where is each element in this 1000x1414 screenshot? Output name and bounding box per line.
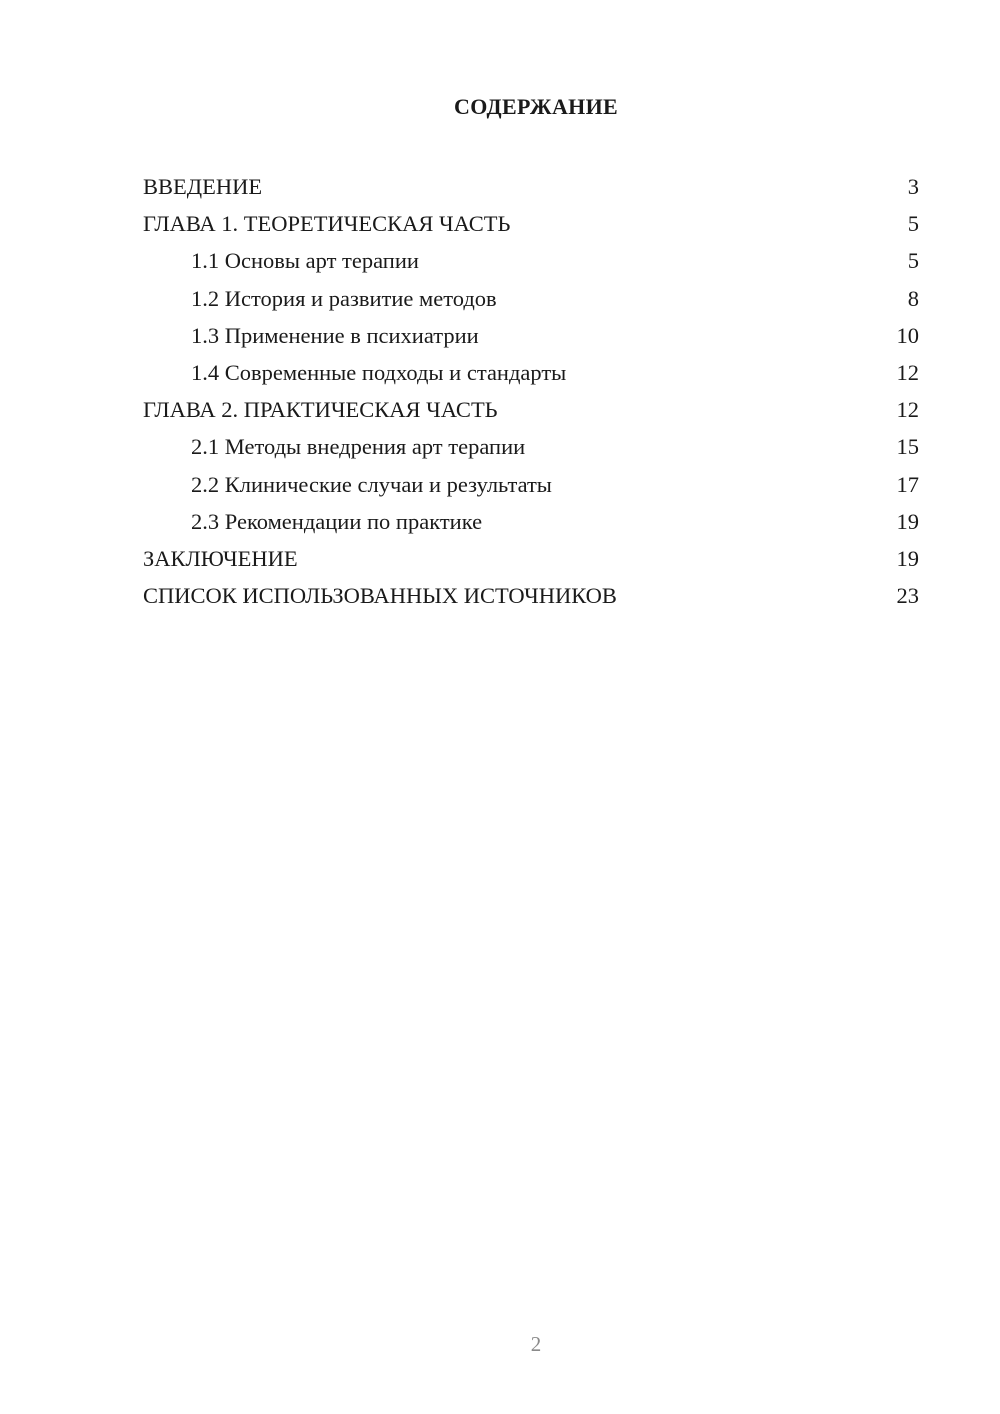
toc-entry-chapter-1[interactable] <box>143 205 919 242</box>
toc-entry-section-1-4[interactable] <box>143 354 919 391</box>
toc-entry-references[interactable] <box>143 577 919 614</box>
table-of-contents <box>143 168 919 614</box>
toc-entry-page: 19 <box>896 545 919 571</box>
toc-entry-section-1-1[interactable] <box>143 242 919 279</box>
toc-entry-label: 1.1 Основы арт терапии <box>191 248 419 274</box>
toc-entry-chapter-2[interactable] <box>143 391 919 428</box>
toc-entry-page: 5 <box>907 248 919 274</box>
toc-entry-page: 10 <box>896 322 919 348</box>
toc-entry-label: ГЛАВА 1. ТЕОРЕТИЧЕСКАЯ ЧАСТЬ <box>143 211 511 237</box>
page-number: 2 <box>530 1332 542 1356</box>
toc-entry-page: 12 <box>896 397 919 423</box>
toc-entry-label: 1.4 Современные подходы и стандарты <box>191 359 567 385</box>
toc-entry-page: 8 <box>907 285 919 311</box>
toc-entry-label: ЗАКЛЮЧЕНИЕ <box>143 545 298 571</box>
toc-title: СОДЕРЖАНИЕ <box>454 94 618 119</box>
toc-entry-page: 17 <box>896 471 919 497</box>
toc-entry-label: ГЛАВА 2. ПРАКТИЧЕСКАЯ ЧАСТЬ <box>143 397 498 423</box>
toc-entry-page: 3 <box>907 174 919 199</box>
toc-entry-page: 15 <box>896 434 919 460</box>
toc-entry-page: 12 <box>896 359 919 385</box>
toc-entry-label: 2.3 Рекомендации по практике <box>191 508 483 534</box>
toc-entry-label: 2.1 Методы внедрения арт терапии <box>191 434 526 460</box>
toc-entry-page: 5 <box>907 211 919 237</box>
toc-entry-label: СПИСОК ИСПОЛЬЗОВАННЫХ ИСТОЧНИКОВ <box>143 583 617 609</box>
toc-entry-introduction[interactable] <box>143 168 919 205</box>
toc-entry-label: 1.3 Применение в психиатрии <box>191 322 479 348</box>
toc-entry-section-2-2[interactable] <box>143 466 919 503</box>
toc-entry-label: 1.2 История и развитие методов <box>191 285 497 311</box>
toc-entry-page: 23 <box>896 583 919 609</box>
toc-entry-conclusion[interactable] <box>143 540 919 577</box>
toc-entry-page: 19 <box>896 508 919 534</box>
toc-entry-section-2-1[interactable] <box>143 428 919 465</box>
toc-entry-section-1-2[interactable] <box>143 280 919 317</box>
toc-entry-section-2-3[interactable] <box>143 503 919 540</box>
toc-entry-section-1-3[interactable] <box>143 317 919 354</box>
toc-entry-label: ВВЕДЕНИЕ <box>143 174 263 199</box>
toc-entry-label: 2.2 Клинические случаи и результаты <box>191 471 552 497</box>
